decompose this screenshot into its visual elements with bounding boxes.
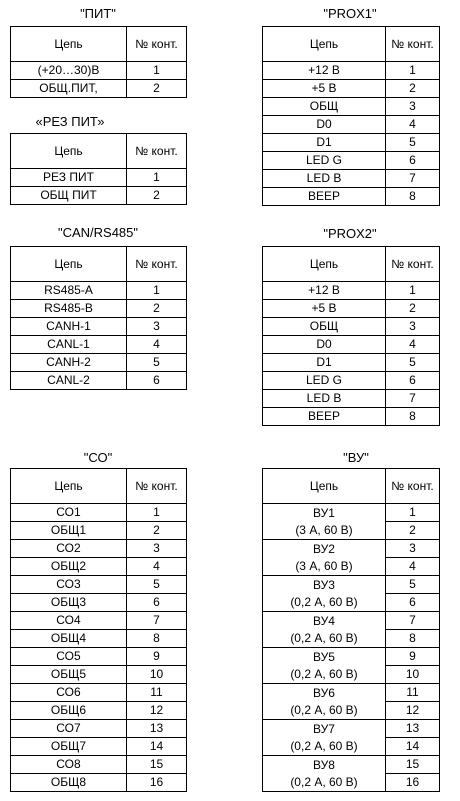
circuit-cell: +12 В <box>263 62 386 80</box>
circuit-cell: CANH-1 <box>11 318 127 336</box>
contact-cell: 9 <box>127 648 187 666</box>
table-row <box>263 62 440 80</box>
table-row <box>263 116 440 134</box>
table-header-row <box>263 27 440 62</box>
table-row <box>263 152 440 170</box>
circuit-cell: LED B <box>263 170 386 188</box>
table-row <box>11 756 187 774</box>
circuit-cell: ОБЩ4 <box>11 630 127 648</box>
table-header-row <box>263 247 440 282</box>
contact-cell: 12 <box>386 702 440 720</box>
contact-cell: 2 <box>386 80 440 98</box>
header-contact: № конт. <box>386 247 440 282</box>
circuit-cell: +12 В <box>263 282 386 300</box>
table-row <box>263 756 440 774</box>
contact-cell: 1 <box>127 282 187 300</box>
contact-cell: 8 <box>127 630 187 648</box>
table-row <box>11 372 187 390</box>
table-row <box>11 62 187 80</box>
vu-rating: (0,2 А, 60 В) <box>290 630 358 645</box>
vu-name: ВУ6 <box>313 685 335 700</box>
rez-table-block <box>10 133 187 205</box>
contact-cell: 4 <box>386 558 440 576</box>
contact-cell: 4 <box>386 336 440 354</box>
circuit-cell: BEEP <box>263 408 386 426</box>
table-row <box>263 170 440 188</box>
header-contact: № конт. <box>386 27 440 62</box>
circuit-cell: ОБЩ.ПИТ, <box>11 80 127 98</box>
contact-cell: 15 <box>127 756 187 774</box>
contact-cell: 13 <box>386 720 440 738</box>
vu-table-block <box>262 468 440 792</box>
contact-cell: 6 <box>386 372 440 390</box>
circuit-cell: (+20…30)В <box>11 62 127 80</box>
table-row <box>11 169 187 187</box>
vu-name: ВУ8 <box>313 757 335 772</box>
vu-rating: (0,2 А, 60 В) <box>290 702 358 717</box>
table-row <box>263 720 440 738</box>
vu-group-cell <box>263 612 386 648</box>
table-row <box>263 354 440 372</box>
table-row <box>263 98 440 116</box>
vu-name: ВУ4 <box>313 613 335 628</box>
vu-group-cell <box>263 576 386 612</box>
circuit-cell: СО2 <box>11 540 127 558</box>
vu-name: ВУ7 <box>313 721 335 736</box>
contact-cell: 5 <box>386 134 440 152</box>
contact-cell: 13 <box>127 720 187 738</box>
contact-cell: 10 <box>127 666 187 684</box>
contact-cell: 5 <box>127 576 187 594</box>
contact-cell: 4 <box>386 116 440 134</box>
table-row <box>11 666 187 684</box>
table-row <box>11 522 187 540</box>
circuit-cell: СО8 <box>11 756 127 774</box>
circuit-cell: D1 <box>263 134 386 152</box>
vu-title: "ВУ" <box>343 450 369 465</box>
contact-cell: 7 <box>386 612 440 630</box>
circuit-cell: СО5 <box>11 648 127 666</box>
contact-cell: 6 <box>386 152 440 170</box>
circuit-cell: ОБЩ8 <box>11 774 127 792</box>
contact-cell: 5 <box>127 354 187 372</box>
contact-cell: 8 <box>386 188 440 206</box>
table-row <box>11 738 187 756</box>
table-row <box>263 318 440 336</box>
circuit-cell: RS485-A <box>11 282 127 300</box>
table-row <box>263 576 440 594</box>
circuit-cell: ОБЩ6 <box>11 702 127 720</box>
circuit-cell: LED G <box>263 372 386 390</box>
can-table-block <box>10 246 187 390</box>
circuit-cell: ОБЩ ПИТ <box>11 187 127 205</box>
table-row <box>263 300 440 318</box>
table-row <box>11 318 187 336</box>
table-row <box>263 684 440 702</box>
contact-cell: 14 <box>386 738 440 756</box>
prox2-table-block <box>262 246 440 426</box>
circuit-cell: D0 <box>263 116 386 134</box>
table-row <box>11 558 187 576</box>
circuit-cell: LED G <box>263 152 386 170</box>
contact-cell: 5 <box>386 576 440 594</box>
table-row <box>11 774 187 792</box>
vu-rating: (3 А, 60 В) <box>295 522 353 537</box>
circuit-cell: СО4 <box>11 612 127 630</box>
circuit-cell: СО1 <box>11 504 127 522</box>
table-row <box>11 300 187 318</box>
circuit-cell: СО6 <box>11 684 127 702</box>
vu-rating: (0,2 А, 60 В) <box>290 594 358 609</box>
contact-cell: 6 <box>127 594 187 612</box>
circuit-cell: +5 В <box>263 80 386 98</box>
rez-title: «РЕЗ ПИТ» <box>35 114 105 129</box>
contact-cell: 12 <box>127 702 187 720</box>
contact-cell: 2 <box>127 80 187 98</box>
circuit-cell: D0 <box>263 336 386 354</box>
contact-cell: 3 <box>386 540 440 558</box>
so-table-block <box>10 468 187 792</box>
table-row <box>11 630 187 648</box>
header-circuit: Цепь <box>11 27 127 62</box>
circuit-cell: ОБЩ3 <box>11 594 127 612</box>
table-row <box>263 612 440 630</box>
circuit-cell: ОБЩ1 <box>11 522 127 540</box>
table-row <box>263 134 440 152</box>
table-row <box>11 648 187 666</box>
prox1-table-block <box>262 26 440 206</box>
pit-table <box>10 26 187 98</box>
circuit-cell: ОБЩ7 <box>11 738 127 756</box>
contact-cell: 16 <box>386 774 440 792</box>
contact-cell: 7 <box>386 390 440 408</box>
header-contact: № конт. <box>127 27 187 62</box>
vu-group-cell <box>263 648 386 684</box>
circuit-cell: BEEP <box>263 188 386 206</box>
vu-group-cell <box>263 720 386 756</box>
contact-cell: 3 <box>386 98 440 116</box>
vu-name: ВУ2 <box>313 541 335 556</box>
vu-table <box>262 468 440 792</box>
table-header-row <box>263 469 440 504</box>
can-title: "CAN/RS485" <box>57 225 139 240</box>
header-circuit: Цепь <box>11 469 127 504</box>
contact-cell: 5 <box>386 354 440 372</box>
table-row <box>263 408 440 426</box>
table-header-row <box>11 27 187 62</box>
circuit-cell: RS485-B <box>11 300 127 318</box>
contact-cell: 16 <box>127 774 187 792</box>
contact-cell: 2 <box>386 522 440 540</box>
table-row <box>263 80 440 98</box>
contact-cell: 4 <box>127 336 187 354</box>
vu-name: ВУ1 <box>313 505 335 520</box>
vu-group-cell <box>263 684 386 720</box>
contact-cell: 9 <box>386 648 440 666</box>
table-row <box>11 540 187 558</box>
pit-table-block <box>10 26 187 98</box>
contact-cell: 3 <box>386 318 440 336</box>
vu-rating: (0,2 А, 60 В) <box>290 774 358 789</box>
contact-cell: 2 <box>127 187 187 205</box>
table-row <box>11 504 187 522</box>
table-row <box>11 354 187 372</box>
prox1-title: "PROX1" <box>323 6 377 21</box>
vu-group-cell <box>263 504 386 540</box>
table-row <box>263 540 440 558</box>
can-table <box>10 246 187 390</box>
contact-cell: 2 <box>386 300 440 318</box>
circuit-cell: ОБЩ2 <box>11 558 127 576</box>
circuit-cell: +5 В <box>263 300 386 318</box>
vu-rating: (0,2 А, 60 В) <box>290 738 358 753</box>
header-contact: № конт. <box>386 469 440 504</box>
contact-cell: 8 <box>386 630 440 648</box>
table-row <box>11 187 187 205</box>
circuit-cell: ОБЩ5 <box>11 666 127 684</box>
circuit-cell: LED B <box>263 390 386 408</box>
contact-cell: 8 <box>386 408 440 426</box>
contact-cell: 2 <box>127 300 187 318</box>
table-row <box>263 188 440 206</box>
vu-group-cell <box>263 540 386 576</box>
table-row <box>263 282 440 300</box>
table-header-row <box>11 247 187 282</box>
contact-cell: 6 <box>127 372 187 390</box>
so-table <box>10 468 187 792</box>
table-row <box>263 504 440 522</box>
contact-cell: 1 <box>127 504 187 522</box>
table-row <box>263 390 440 408</box>
table-row <box>263 372 440 390</box>
vu-rating: (3 А, 60 В) <box>295 558 353 573</box>
contact-cell: 7 <box>386 170 440 188</box>
contact-cell: 11 <box>127 684 187 702</box>
table-row <box>11 702 187 720</box>
rez-table <box>10 133 187 205</box>
table-row <box>11 282 187 300</box>
table-row <box>11 684 187 702</box>
circuit-cell: ОБЩ <box>263 318 386 336</box>
vu-rating: (0,2 А, 60 В) <box>290 666 358 681</box>
table-row <box>263 336 440 354</box>
contact-cell: 6 <box>386 594 440 612</box>
contact-cell: 15 <box>386 756 440 774</box>
header-circuit: Цепь <box>263 469 386 504</box>
vu-name: ВУ5 <box>313 649 335 664</box>
header-circuit: Цепь <box>263 27 386 62</box>
header-contact: № конт. <box>127 247 187 282</box>
table-row <box>11 720 187 738</box>
circuit-cell: CANL-1 <box>11 336 127 354</box>
header-contact: № конт. <box>127 469 187 504</box>
contact-cell: 3 <box>127 540 187 558</box>
table-row <box>263 648 440 666</box>
header-circuit: Цепь <box>11 247 127 282</box>
contact-cell: 10 <box>386 666 440 684</box>
table-header-row <box>11 469 187 504</box>
header-contact: № конт. <box>127 134 187 169</box>
contact-cell: 2 <box>127 522 187 540</box>
contact-cell: 1 <box>386 282 440 300</box>
contact-cell: 1 <box>127 62 187 80</box>
pit-title: "ПИТ" <box>80 6 116 21</box>
prox2-title: "PROX2" <box>323 226 377 241</box>
contact-cell: 1 <box>386 504 440 522</box>
header-circuit: Цепь <box>263 247 386 282</box>
contact-cell: 1 <box>127 169 187 187</box>
contact-cell: 11 <box>386 684 440 702</box>
vu-group-cell <box>263 756 386 792</box>
circuit-cell: ОБЩ <box>263 98 386 116</box>
table-header-row <box>11 134 187 169</box>
contact-cell: 1 <box>386 62 440 80</box>
circuit-cell: CANH-2 <box>11 354 127 372</box>
table-row <box>11 612 187 630</box>
vu-name: ВУ3 <box>313 577 335 592</box>
circuit-cell: СО3 <box>11 576 127 594</box>
header-circuit: Цепь <box>11 134 127 169</box>
table-row <box>11 336 187 354</box>
circuit-cell: РЕЗ ПИТ <box>11 169 127 187</box>
table-row <box>11 594 187 612</box>
contact-cell: 14 <box>127 738 187 756</box>
prox1-table <box>262 26 440 206</box>
contact-cell: 4 <box>127 558 187 576</box>
contact-cell: 3 <box>127 318 187 336</box>
so-title: "СО" <box>83 450 113 465</box>
table-row <box>11 576 187 594</box>
circuit-cell: CANL-2 <box>11 372 127 390</box>
circuit-cell: СО7 <box>11 720 127 738</box>
table-row <box>11 80 187 98</box>
prox2-table <box>262 246 440 426</box>
circuit-cell: D1 <box>263 354 386 372</box>
contact-cell: 7 <box>127 612 187 630</box>
